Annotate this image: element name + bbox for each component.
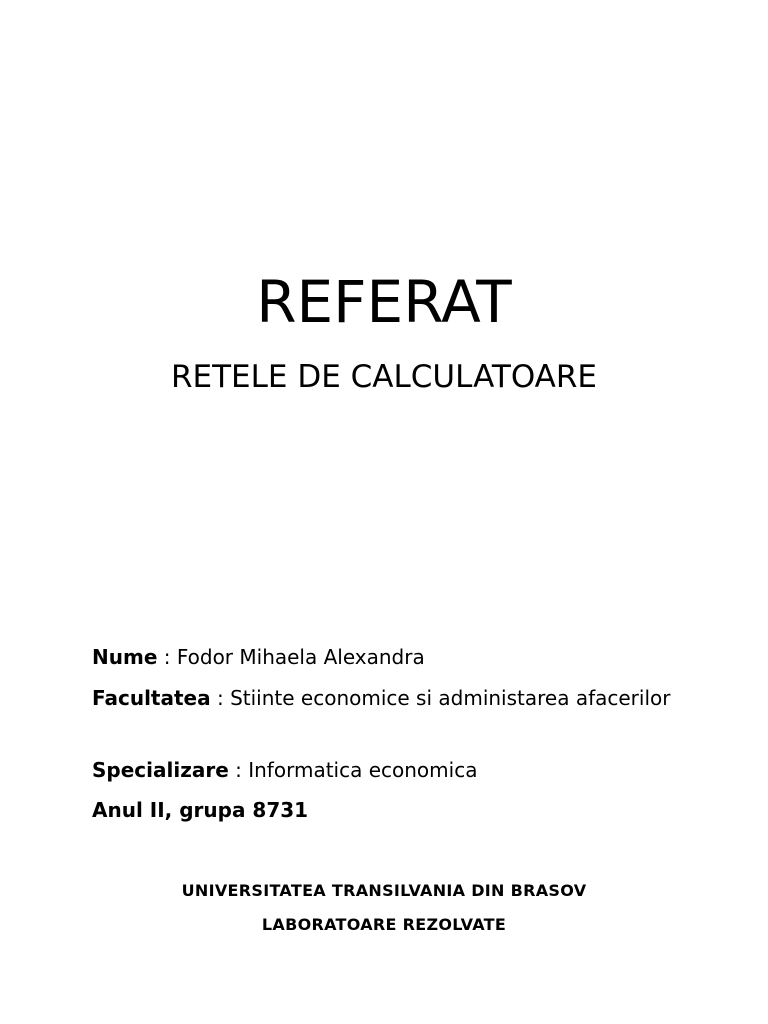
specialization-row bbox=[92, 756, 692, 785]
faculty-label: Facultatea bbox=[92, 686, 211, 710]
name-value: : Fodor Mihaela Alexandra bbox=[157, 645, 425, 669]
faculty-row bbox=[92, 684, 692, 713]
year-group: Anul II, grupa 8731 bbox=[92, 798, 309, 822]
footer-note: LABORATOARE REZOLVATE bbox=[261, 915, 507, 934]
document-subtitle: RETELE DE CALCULATOARE bbox=[170, 359, 598, 395]
university-name: UNIVERSITATEA TRANSILVANIA DIN BRASOV bbox=[181, 881, 587, 900]
faculty-value: : Stiinte economice si administarea afacerilor bbox=[210, 686, 671, 710]
document-title: REFERAT bbox=[256, 268, 512, 336]
specialization-label: Specializare bbox=[92, 758, 229, 782]
specialization-value: : Informatica economica bbox=[228, 758, 478, 782]
name-label: Nume bbox=[92, 645, 158, 669]
student-name-row bbox=[92, 643, 692, 672]
